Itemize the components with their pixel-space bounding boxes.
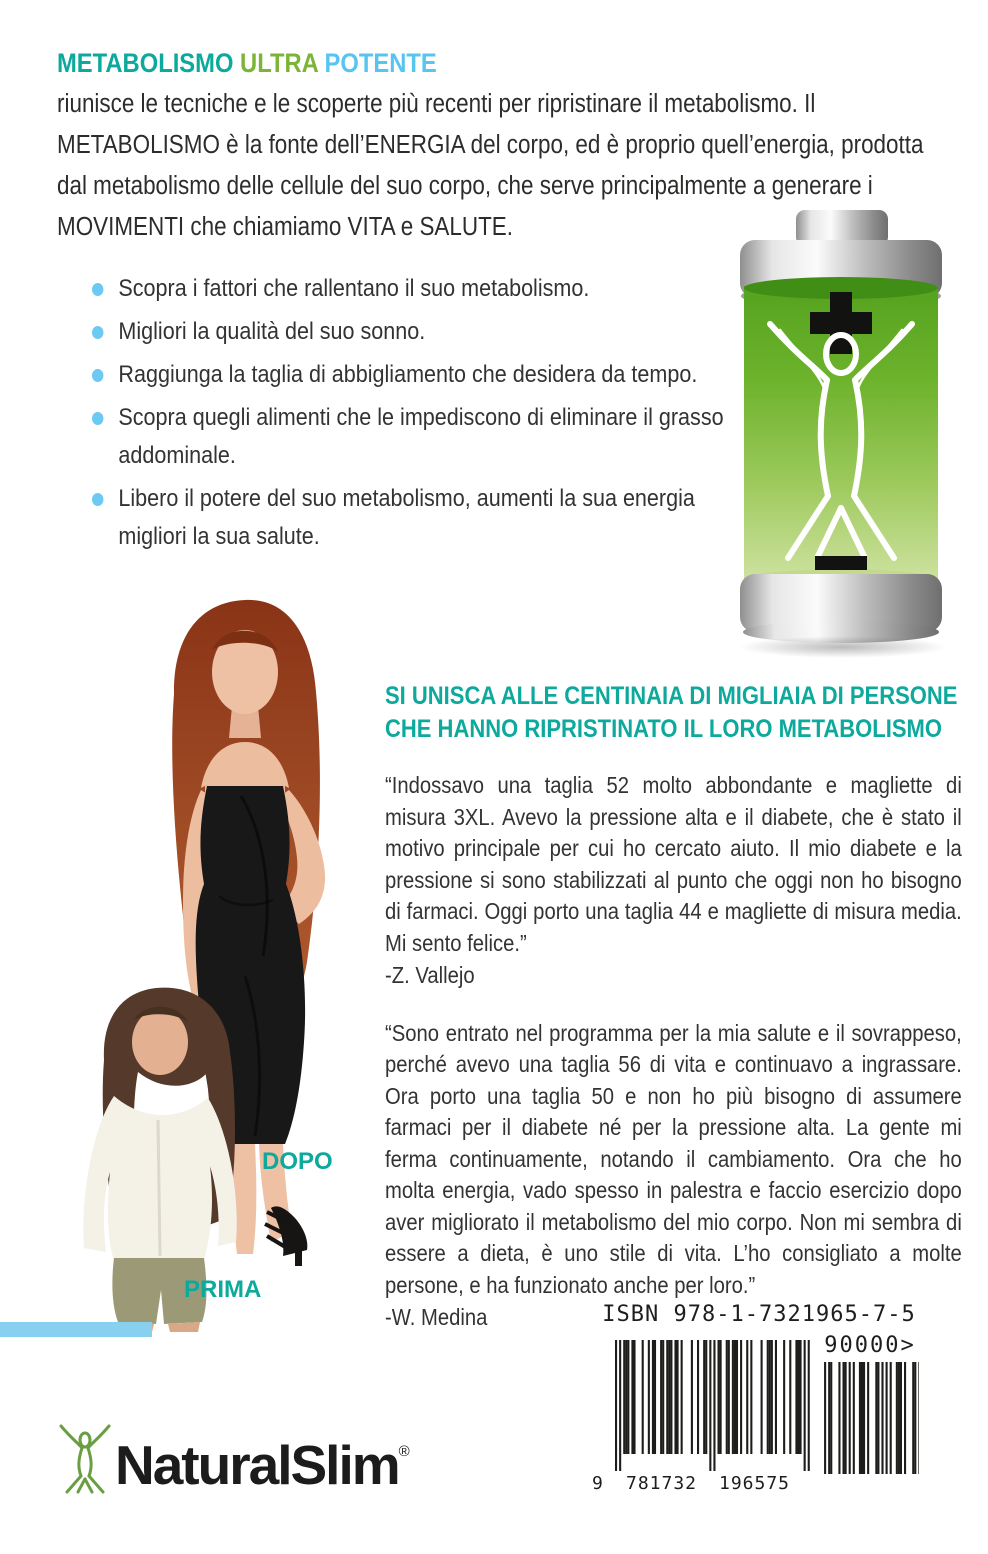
after-label: DOPO xyxy=(262,1148,333,1175)
cover-title-block xyxy=(57,48,477,79)
publisher-logo xyxy=(55,1416,410,1501)
benefits-list xyxy=(92,270,752,556)
testimonials-column xyxy=(385,680,962,1334)
intro-paragraph: riunisce le tecniche e le scoperte più recenti per ripristinare il metabolismo. Il METABOLISMO è la fonte dell’ENERGIA del corpo, ed è proprio quell’energia, prodotta dal metabolismo delle cellule del suo corpo, che serve principalmente a generare i MOVIMENTI che chiamiamo VITA e SALUTE. xyxy=(57,90,924,241)
bottom-accent-bar xyxy=(0,1322,152,1337)
barcode-digits-right: 196575 xyxy=(719,1473,791,1494)
battery-icon xyxy=(720,208,962,650)
title-word-metabolismo: METABOLISMO xyxy=(57,48,234,78)
battery-illustration xyxy=(720,208,962,655)
publisher-name: NaturalSlim® xyxy=(115,1434,410,1496)
benefit-item: Scopra i fattori che rallentano il suo metabolismo. xyxy=(92,270,752,308)
benefits-block xyxy=(92,270,752,561)
testimonial-quote: “Indossavo una taglia 52 molto abbondante e magliette di misura 3XL. Avevo la pressione alta e il diabete, che è stato il motivo principale per cui ho cercato aiuto. Il mio diabete e la pressione si sono stabilizzati al punto che oggi non ho bisogno di farmaci. Oggi porto una taglia 44 e magliette di misura media. Mi sento felice.” xyxy=(385,772,962,956)
benefit-item: Migliori la qualità del suo sonno. xyxy=(92,313,752,351)
testimonial-quote: “Sono entrato nel programma per la mia salute e il sovrappeso, perché avevo una taglia 56 di vita e continuavo a ingrassare. Ora porto una taglia 50 e non ho più bisogno di assumere farmaci per il diabete né per la pressione alta. La gente mi ferma continuamente, notando il cambiamento. Ora che ho molta energia, vado spesso in palestra e faccio esercizio dopo aver migliorato il metabolismo del mio corpo. Non mi sembra di essere a dieta, è uno stile di vita. L’ho consigliato a molte persone, e ha funzionato anche per loro.” xyxy=(385,1019,962,1298)
naturalslim-figure-icon xyxy=(55,1422,115,1496)
testimonial-author: -W. Medina xyxy=(385,1304,488,1330)
benefit-item: Scopra quegli alimenti che le impediscono di eliminare il grasso addominale. xyxy=(92,399,752,475)
page-title xyxy=(57,48,477,79)
barcode-digits-mid: 781732 xyxy=(626,1473,698,1494)
title-word-potente: POTENTE xyxy=(324,48,437,78)
testimonials-heading: SI UNISCA ALLE CENTINAIA DI MIGLIAIA DI PERSONE CHE HANNO RIPRISTINATO IL LORO METABOLISMO xyxy=(385,682,958,743)
ean13-barcode xyxy=(615,1340,811,1472)
benefit-item: Raggiunga la taglia di abbigliamento che desidera da tempo. xyxy=(92,356,752,394)
title-word-ultra: ULTRA xyxy=(240,48,318,78)
ean5-addon-barcode xyxy=(822,1362,919,1474)
benefit-item: Libero il potere del suo metabolismo, aumenti la sua energia migliori la sua salute. xyxy=(92,480,752,556)
battery-shadow xyxy=(738,636,948,658)
barcode-addon-text: 90000> xyxy=(824,1333,916,1358)
testimonial-author: -Z. Vallejo xyxy=(385,962,475,988)
registered-mark: ® xyxy=(398,1443,410,1460)
barcode-digit-left: 9 xyxy=(592,1473,604,1494)
before-label: PRIMA xyxy=(184,1276,262,1303)
isbn-text: ISBN 978-1-7321965-7-5 xyxy=(602,1302,916,1327)
